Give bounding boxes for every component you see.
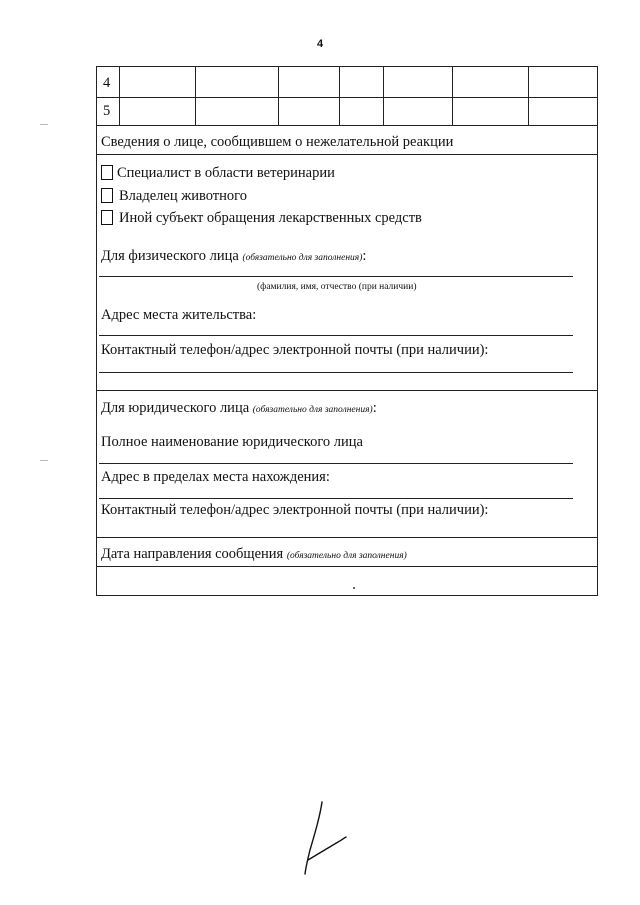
table-column-divider [278,67,279,125]
checkbox[interactable] [101,188,113,203]
page-number: 4 [316,38,324,50]
legal-contact-label: Контактный телефон/адрес электронной почты (при наличии): [101,502,489,518]
option-label: Иной субъект обращения лекарственных средств [119,210,422,226]
legal-entity-name-label: Полное наименование юридического лица [101,434,363,450]
table-column-divider [528,67,529,125]
required-note: (обязательно для заполнения) [242,253,363,263]
row-number: 5 [103,103,111,119]
speck-mark [353,587,355,589]
legal-address-fill-line[interactable] [99,498,573,499]
required-note: (обязательно для заполнения) [252,405,373,415]
legal-address-label: Адрес в пределах места нахождения: [101,469,330,485]
section-divider [97,566,597,567]
table-bottom-border [97,125,597,126]
reporter-heading: Сведения о лице, сообщившем о нежелательной реакции [101,134,454,150]
submission-date-label-text: Дата направления сообщения [101,546,284,562]
table-column-divider [339,67,340,125]
option-label: Владелец животного [119,188,247,204]
section-divider [97,390,597,391]
submission-date-label [101,547,407,562]
table-column-divider [119,67,120,125]
individual-label [101,249,366,264]
table-column-divider [452,67,453,125]
residence-address-fill-line[interactable] [99,335,573,336]
colon: : [362,248,367,264]
scan-mark [40,124,48,125]
signature-mark [300,798,350,878]
section-divider [97,154,597,155]
checkbox[interactable] [101,210,113,225]
colon: : [372,400,377,416]
required-note: (обязательно для заполнения) [286,551,407,561]
checkbox[interactable] [101,165,113,180]
table-row-divider [97,97,597,98]
legal-entity-label-text: Для юридического лица [101,400,250,416]
section-divider [97,537,597,538]
individual-contact-label: Контактный телефон/адрес электронной почты (при наличии): [101,342,489,358]
scan-mark [40,460,48,461]
legal-entity-label [101,401,377,416]
table-column-divider [195,67,196,125]
name-caption: (фамилия, имя, отчество (при наличии) [257,282,417,292]
individual-label-text: Для физического лица [101,248,239,264]
name-fill-line[interactable] [99,276,573,277]
residence-address-label: Адрес места жительства: [101,307,257,323]
table-column-divider [383,67,384,125]
legal-entity-name-fill-line[interactable] [99,463,573,464]
individual-contact-fill-line[interactable] [99,372,573,373]
option-label: Специалист в области ветеринарии [117,165,335,181]
row-number: 4 [103,75,111,91]
report-form [96,66,598,596]
